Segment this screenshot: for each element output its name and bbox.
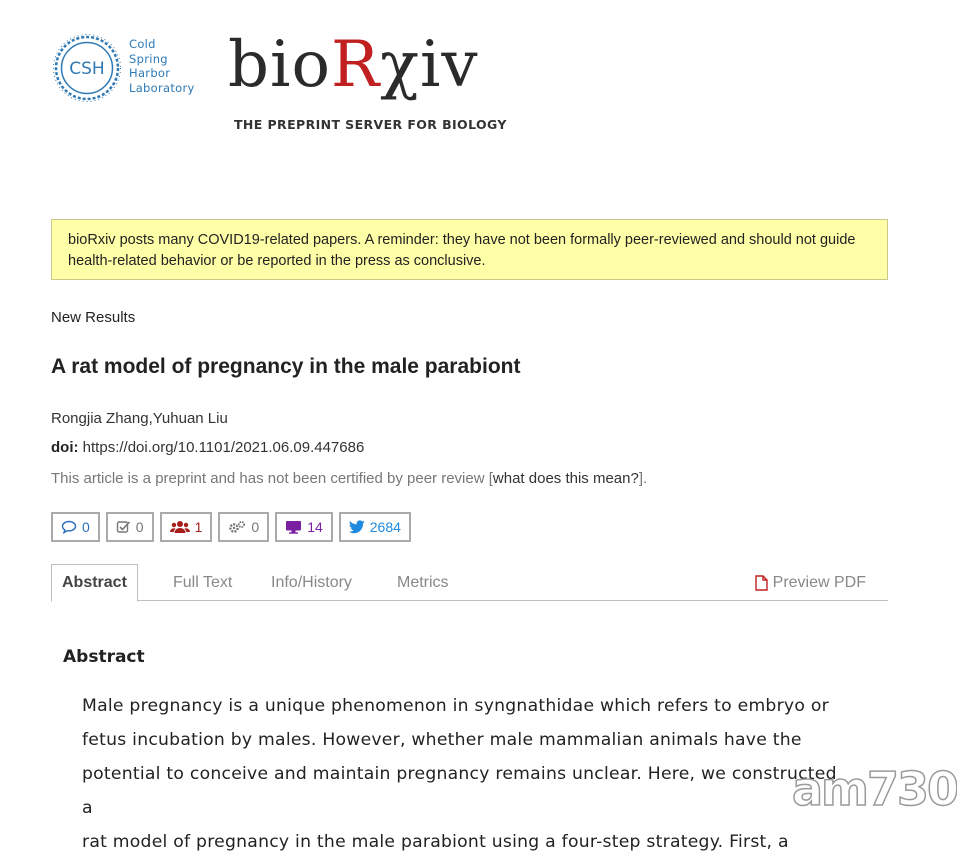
author-list[interactable]: Rongjia Zhang,Yuhuan Liu xyxy=(51,410,228,427)
reviews-metric[interactable] xyxy=(106,512,154,542)
related-count: 0 xyxy=(251,519,260,535)
comments-count: 0 xyxy=(82,519,90,535)
csh-name-line: Laboratory xyxy=(129,80,195,95)
comments-metric[interactable] xyxy=(51,512,100,542)
biorxiv-tagline: THE PREPRINT SERVER FOR BIOLOGY xyxy=(234,117,507,132)
csh-name-line: Spring xyxy=(129,51,168,66)
site-header xyxy=(0,0,917,160)
related-metric[interactable] xyxy=(218,512,269,542)
abstract-line: Male pregnancy is a unique phenomenon in syngnathidae which refers to embryo or xyxy=(82,696,829,716)
biorxiv-logo[interactable] xyxy=(228,30,508,140)
preprint-disclaimer xyxy=(51,470,647,487)
doi-link[interactable]: https://doi.org/10.1101/2021.06.09.447686 xyxy=(82,439,365,456)
am730-watermark: am730 xyxy=(792,762,957,816)
what-does-this-mean-link[interactable]: what does this mean? xyxy=(492,470,639,487)
csh-monogram: CSH xyxy=(69,59,105,79)
tab-info-history[interactable]: Info/History xyxy=(271,573,352,591)
abstract-heading: Abstract xyxy=(63,647,145,667)
file-icon xyxy=(755,575,768,591)
preview-pdf-label: Preview PDF xyxy=(772,573,866,591)
abstract-text xyxy=(82,689,852,859)
wordmark-xiv: χiv xyxy=(380,28,479,102)
preview-pdf-button[interactable] xyxy=(755,564,866,601)
twitter-count: 2684 xyxy=(369,519,401,535)
readers-count: 1 xyxy=(194,519,203,535)
csh-ring-icon xyxy=(52,33,122,103)
abstract-line: fetus incubation by males. However, whether male mammalian animals have the xyxy=(82,730,802,750)
tab-abstract[interactable]: Abstract xyxy=(51,564,138,602)
tab-metrics[interactable]: Metrics xyxy=(397,573,449,591)
users-icon xyxy=(170,520,190,534)
altmetric-metric[interactable] xyxy=(275,512,333,542)
article-title: A rat model of pregnancy in the male parabiont xyxy=(51,355,521,378)
article-tabs xyxy=(51,564,888,601)
tab-full-text[interactable]: Full Text xyxy=(173,573,233,591)
section-label: New Results xyxy=(51,309,136,326)
monitor-icon xyxy=(285,520,302,534)
readers-metric[interactable] xyxy=(160,512,213,542)
doi-line xyxy=(51,439,364,456)
altmetric-count: 14 xyxy=(307,519,323,535)
comment-icon xyxy=(61,520,77,534)
checkbox-icon xyxy=(116,520,131,534)
csh-name-line: Harbor xyxy=(129,66,171,80)
csh-name xyxy=(129,37,195,95)
csh-name-line: Cold xyxy=(129,37,156,51)
gears-icon xyxy=(228,520,246,534)
wordmark-bio: bio xyxy=(228,28,331,102)
wordmark-r: R xyxy=(330,28,381,102)
metrics-bar xyxy=(51,512,411,542)
reviews-count: 0 xyxy=(135,519,144,535)
twitter-metric[interactable] xyxy=(339,512,411,542)
covid-notice-banner: bioRxiv posts many COVID19-related papers. A reminder: they have not been formally peer-reviewed and should not guide health-related behavior or be reported in the press as conclusive. xyxy=(51,219,888,280)
abstract-line: rat model of pregnancy in the male parabiont using a four-step strategy. First, a xyxy=(82,832,789,852)
csh-logo[interactable] xyxy=(52,33,202,103)
twitter-icon xyxy=(349,520,365,534)
preprint-note-text: This article is a preprint and has not been certified by peer review [ xyxy=(51,470,493,487)
preprint-note-end: ]. xyxy=(638,470,648,487)
doi-label: doi: xyxy=(51,439,79,456)
biorxiv-wordmark xyxy=(228,30,479,100)
abstract-line: potential to conceive and maintain pregnancy remains unclear. Here, we constructed a xyxy=(82,764,837,818)
